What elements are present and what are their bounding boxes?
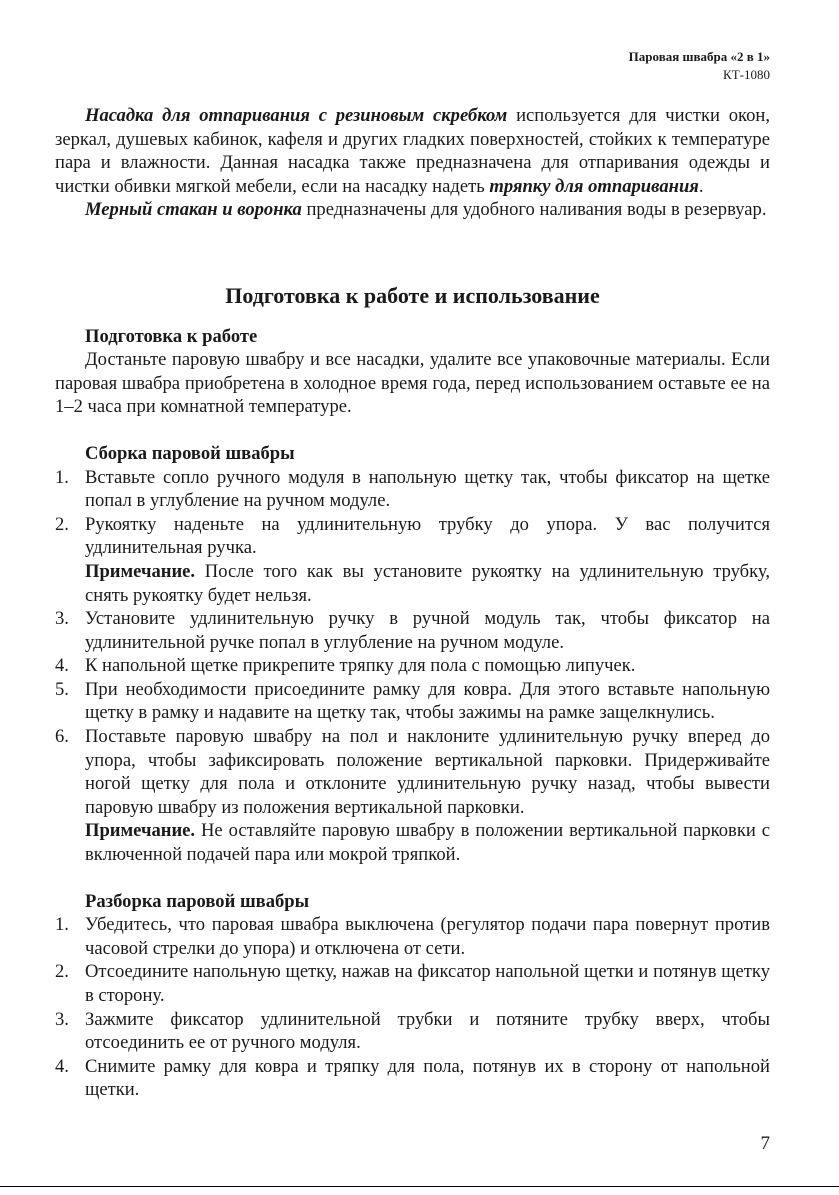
list-item <box>55 678 770 725</box>
step-text: Установите удлинительную ручку в ручной модуль так, чтобы фиксатор на удлинительной ручке попал в углубление на ручном модуле. <box>85 608 770 653</box>
intro-text: предназначены для удобного наливания воды в резервуар. <box>301 199 767 221</box>
list-item <box>55 466 770 513</box>
page-content <box>55 104 770 1102</box>
section-title: Подготовка к работе и использование <box>225 282 600 308</box>
step-text: Зажмите фиксатор удлинительной трубки и потяните трубку вверх, чтобы отсоединить ее от ручного модуля. <box>85 1008 770 1054</box>
step-number: 3. <box>55 1008 69 1030</box>
intro-text: используется для чистки окон, зеркал, душевых кабинок, кафеля и других гладких поверхностей, стойких к температуре пара и влажности. Данная насадка также предназначена для отпаривания одежды и чистки обивки мягкой мебели, если на насадку надеть <box>55 105 771 197</box>
note-label: Примечание. <box>85 560 196 582</box>
note-text: После того как вы установите рукоятку на удлинительную трубку, снять рукоятку будет нельзя. <box>85 560 770 606</box>
step-text: Снимите рамку для ковра и тряпку для пола, потянув их в сторону от напольной щетки. <box>85 1055 770 1101</box>
step-text: При необходимости присоедините рамку для ковра. Для этого вставьте напольную щетку в рамку и надавите на щетку так, чтобы зажимы на рамке защелкнулись. <box>85 678 770 724</box>
spacer <box>55 867 770 890</box>
list-item <box>55 913 770 960</box>
intro-emphasis: Мерный стакан и воронка <box>85 199 302 221</box>
step-number: 4. <box>55 1055 69 1077</box>
step-number: 6. <box>55 726 69 748</box>
list-item <box>55 607 770 654</box>
disassembly-steps <box>55 913 770 1102</box>
assembly-steps <box>55 466 770 560</box>
step-number: 3. <box>55 608 69 630</box>
step-text: Рукоятку наденьте на удлинительную трубку до упора. У вас получится удлинительная ручка. <box>85 513 770 559</box>
page-header <box>629 48 770 84</box>
list-item <box>55 513 770 560</box>
intro-emphasis: Насадка для отпаривания с резиновым скребком <box>85 105 508 126</box>
list-item <box>55 1008 770 1055</box>
intro-text: . <box>698 175 704 197</box>
header-title: Паровая швабра «2 в 1» <box>628 49 770 64</box>
note-parking <box>55 819 770 866</box>
intro-paragraph-nozzle <box>55 104 770 198</box>
step-text: Вставьте сопло ручного модуля в напольную щетку так, чтобы фиксатор на щетке попал в углубление на ручном модуле. <box>85 466 770 512</box>
step-number: 4. <box>55 655 69 677</box>
note-label: Примечание. <box>85 820 196 842</box>
step-text: Убедитесь, что паровая швабра выключена (регулятор подачи пара повернут против часовой стрелки до упора) и отключена от сети. <box>85 914 770 959</box>
step-number: 1. <box>55 914 69 936</box>
step-text: Поставьте паровую швабру на пол и наклоните удлинительную ручку вперед до упора, чтобы зафиксировать положение вертикальной парковки. Придерживайте ногой щетку для пола и отклоните удлинительную ручку назад, чтобы вывести паровую швабру из положения вертикальной парковки. <box>85 726 770 818</box>
step-number: 2. <box>55 961 69 983</box>
prep-heading: Подготовка к работе <box>85 325 258 347</box>
step-number: 1. <box>55 466 69 488</box>
intro-emphasis: тряпку для отпаривания <box>489 175 699 197</box>
step-text: К напольной щетке прикрепите тряпку для пола с помощью липучек. <box>85 655 636 677</box>
list-item <box>55 1055 770 1102</box>
intro-paragraph-cup <box>55 198 770 222</box>
assembly-steps-continued <box>55 607 770 819</box>
note-rukoyatka <box>55 560 770 607</box>
page-number: 7 <box>760 1133 770 1154</box>
step-number: 2. <box>55 513 69 535</box>
step-number: 5. <box>55 678 69 700</box>
note-text: Не оставляйте паровую швабру в положении вертикальной парковки с включенной подачей пара или мокрой тряпкой. <box>85 820 770 866</box>
list-item <box>55 960 770 1007</box>
prep-paragraph: Достаньте паровую швабру и все насадки, удалите все упаковочные материалы. Если паровая швабра приобретена в холодное время года, перед использованием оставьте ее на 1–2 часа при комнатной температуре. <box>55 349 770 418</box>
step-text: Отсоедините напольную щетку, нажав на фиксатор напольной щетки и потянув щетку в сторону. <box>85 961 770 1006</box>
assembly-heading: Сборка паровой швабры <box>85 442 295 464</box>
disassembly-heading: Разборка паровой швабры <box>85 890 310 912</box>
spacer <box>55 419 770 442</box>
list-item <box>55 725 770 819</box>
header-model: КТ-1080 <box>723 67 770 82</box>
list-item <box>55 654 770 678</box>
